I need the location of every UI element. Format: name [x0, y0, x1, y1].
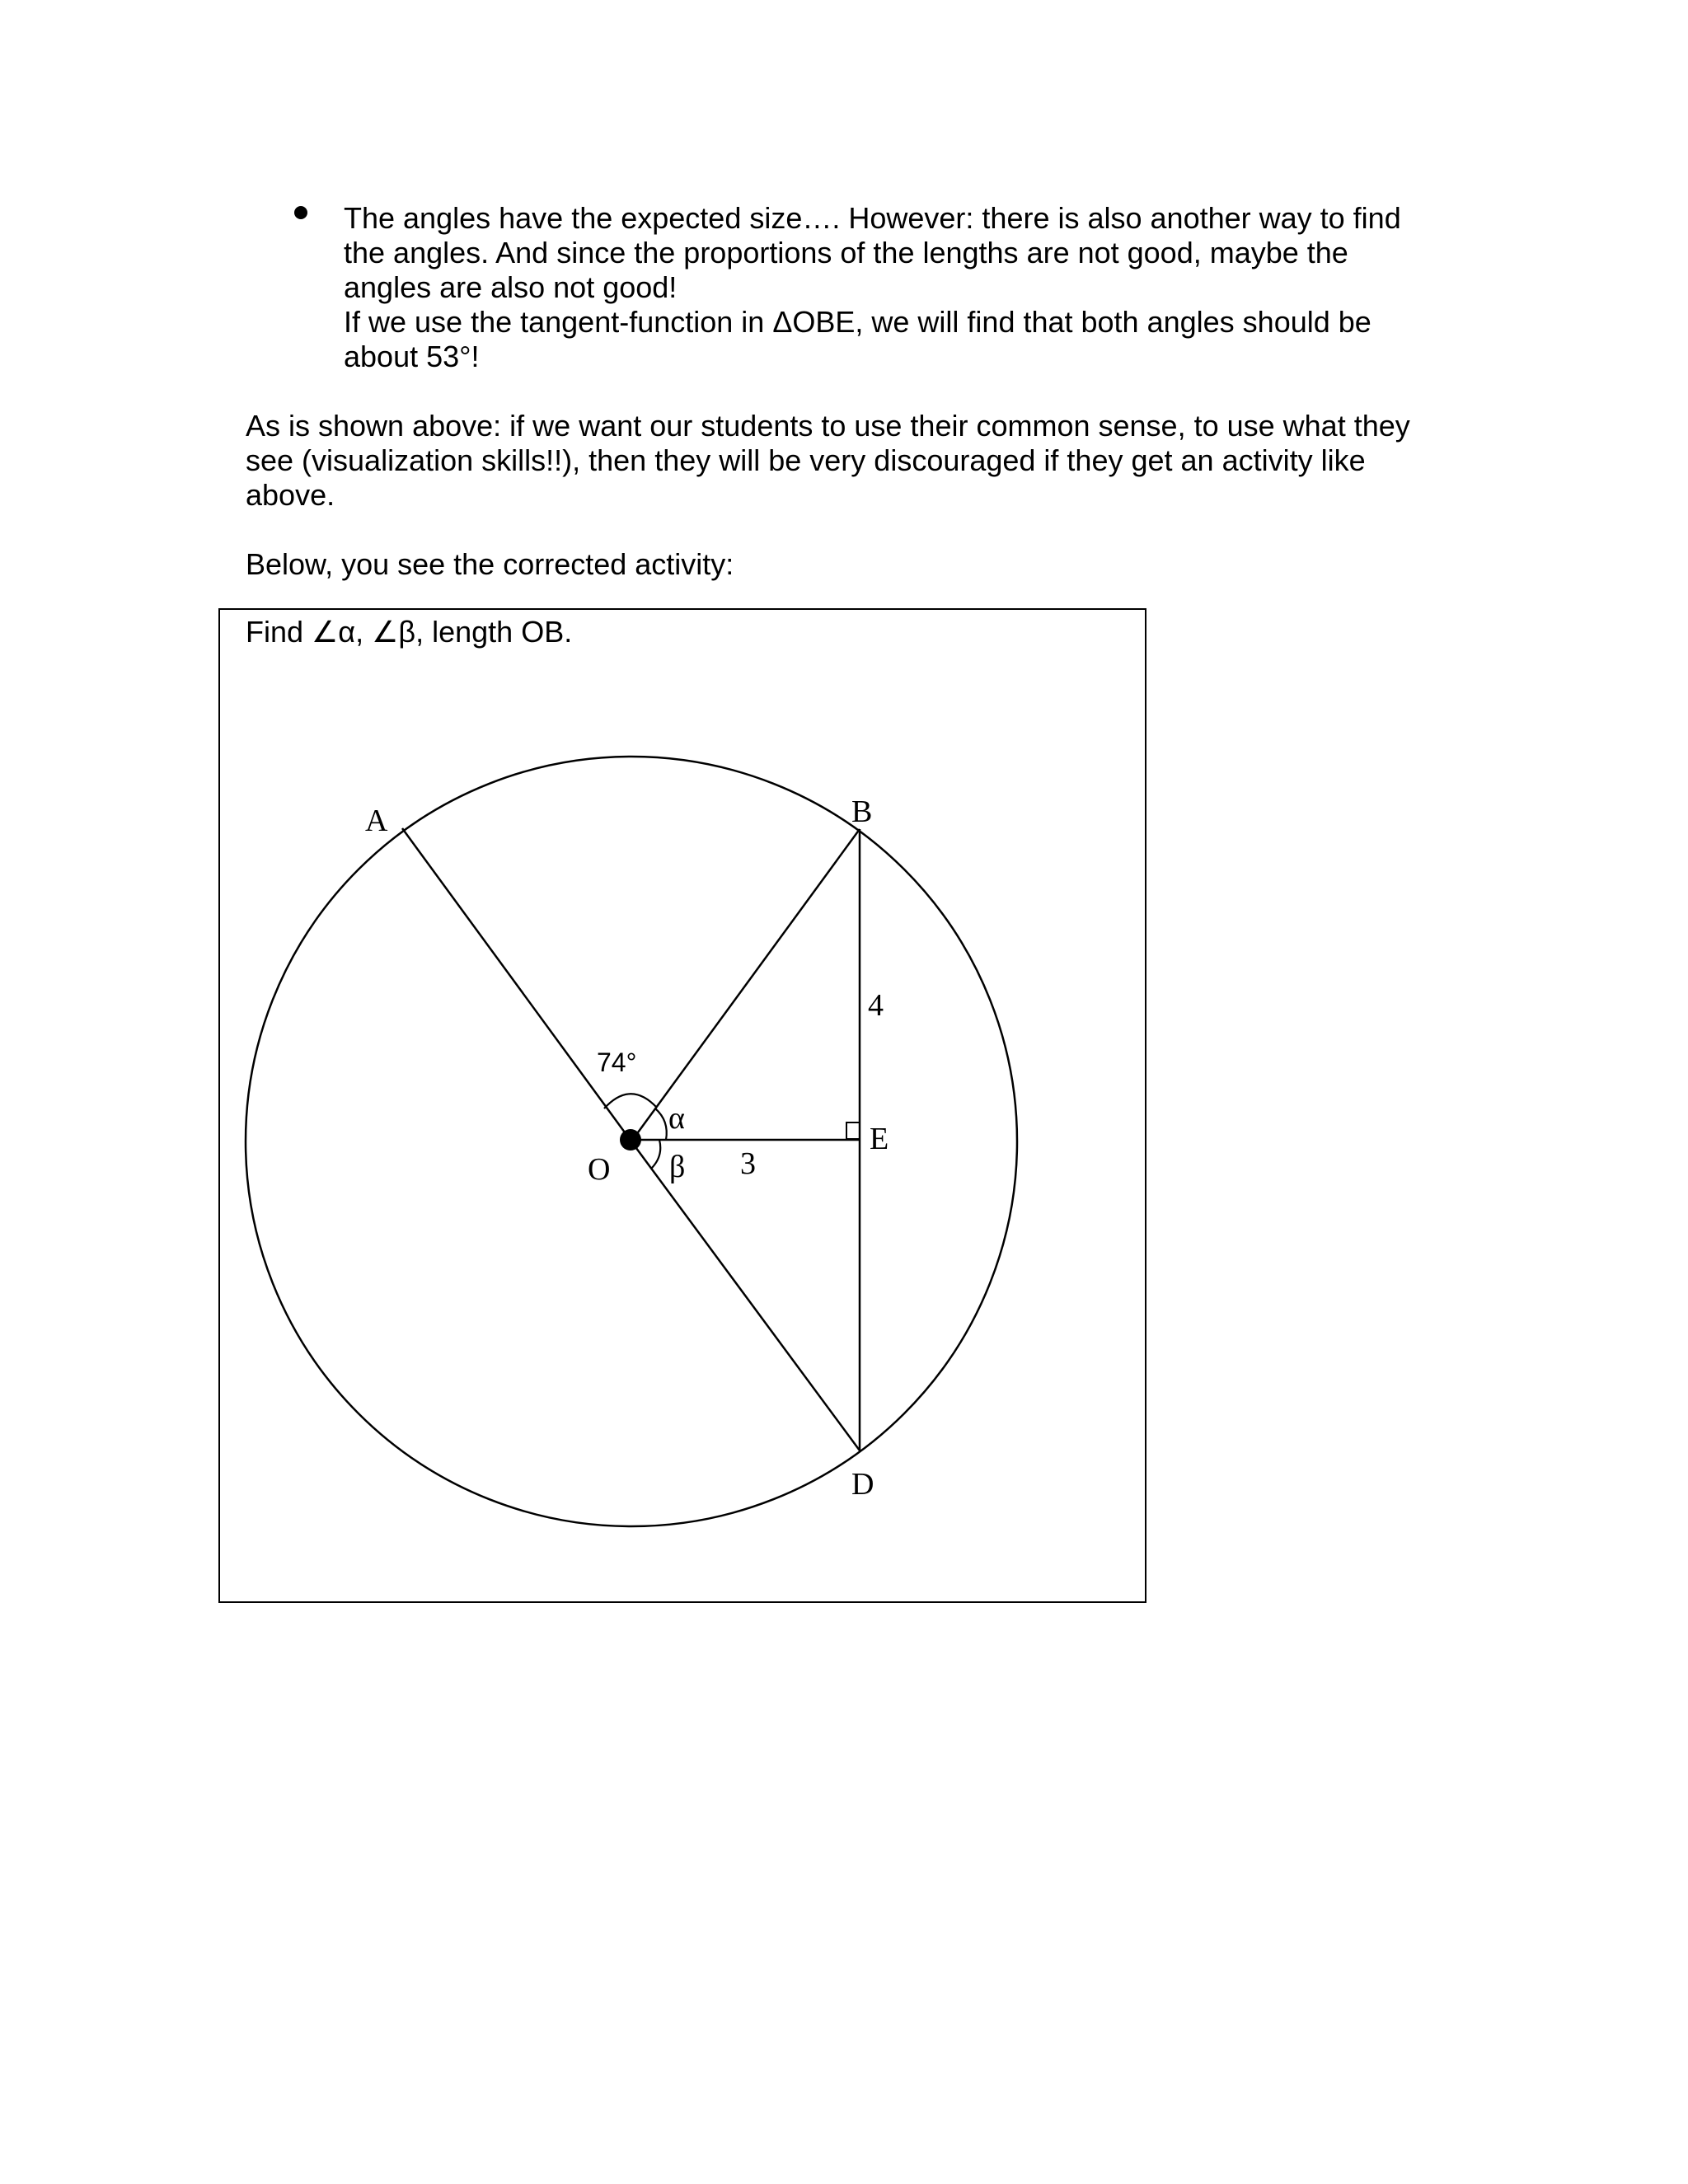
- label-e: E: [870, 1122, 889, 1156]
- bullet-line: about 53°!: [344, 340, 480, 373]
- radius-od: [631, 1141, 860, 1451]
- paragraph-line: As is shown above: if we want our students to use their common sense, to use what they: [246, 409, 1410, 443]
- label-d: D: [851, 1467, 874, 1502]
- right-angle-marker: [846, 1122, 860, 1139]
- angle-arc-74: [604, 1094, 657, 1108]
- label-angle-74: 74°: [597, 1047, 637, 1077]
- label-side-be: 4: [868, 988, 884, 1023]
- intro-line: Below, you see the corrected activity:: [246, 547, 734, 581]
- angle-arc-beta: [651, 1140, 660, 1169]
- angle-arc-alpha: [655, 1108, 667, 1140]
- activity-task: Find ∠α, ∠β, length OB.: [246, 615, 573, 649]
- bullet-line: The angles have the expected size…. However: there is also another way to find: [344, 201, 1401, 235]
- radius-oa: [402, 828, 631, 1141]
- label-o: O: [588, 1152, 611, 1187]
- radius-ob: [631, 829, 860, 1141]
- label-beta: β: [669, 1150, 686, 1184]
- paragraph-line: above.: [246, 478, 335, 512]
- bullet-line: angles are also not good!: [344, 270, 678, 304]
- label-side-oe: 3: [740, 1146, 756, 1181]
- bullet-line: If we use the tangent-function in ΔOBE, we will find that both angles should be: [344, 305, 1372, 339]
- paragraph-line: see (visualization skills!!), then they will be very discouraged if they get an activity like: [246, 443, 1366, 477]
- label-a: A: [365, 804, 388, 838]
- label-alpha: α: [668, 1101, 685, 1136]
- label-b: B: [851, 794, 873, 829]
- center-point: [620, 1129, 641, 1151]
- bullet-line: the angles. And since the proportions of the lengths are not good, maybe the: [344, 236, 1348, 269]
